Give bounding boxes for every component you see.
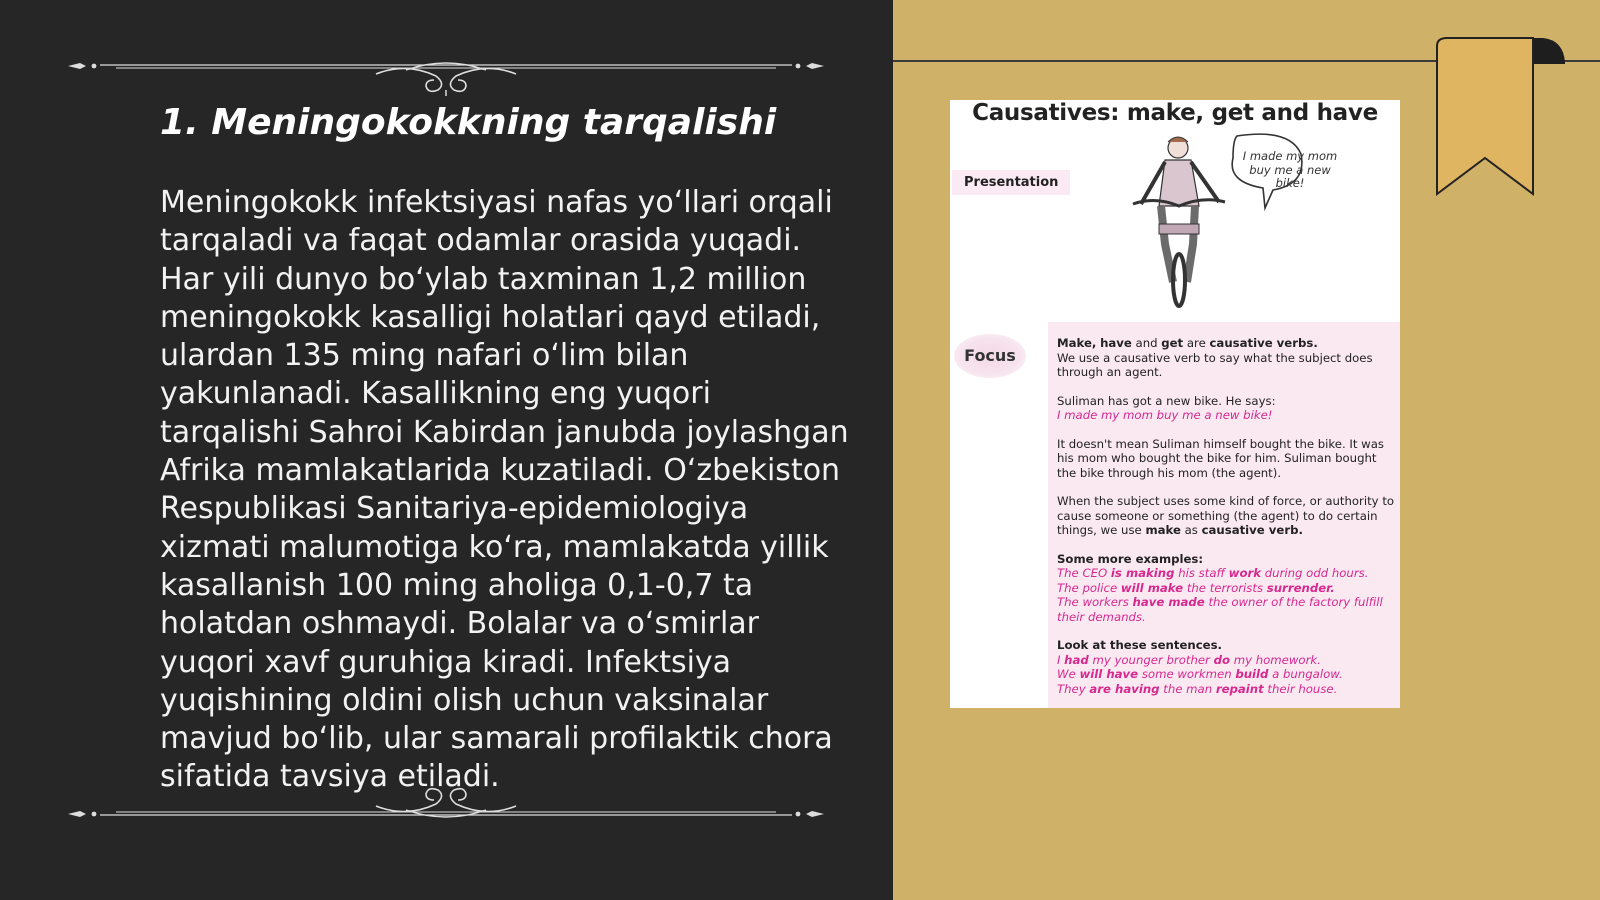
look-sentence: I had my younger brother do my homework. bbox=[1057, 652, 1321, 667]
presentation-label: Presentation bbox=[952, 170, 1070, 195]
intro-line: We use a causative verb to say what the subject does through an agent. bbox=[1057, 350, 1373, 379]
intro-paragraph bbox=[1057, 336, 1397, 380]
bookmark-ribbon-icon bbox=[1433, 34, 1568, 204]
top-ornament-divider bbox=[66, 46, 826, 96]
force-word: as bbox=[1184, 523, 1198, 537]
intro-word: are bbox=[1186, 336, 1206, 350]
example-sentence: The CEO is making his staff work during odd hours. bbox=[1057, 566, 1369, 580]
slide-body-text: Meningokokk infektsiyasi nafas yo‘llari orqali tarqaladi va faqat odamlar orasida yuqadi. Har yili dunyo bo‘ylab taxminan 1,2 million meningokokk kasalligi holatlari qayd etiladi, ulardan 135 ming nafari o‘lim bilan yakunlanadi. Kasallikning eng yuqori tarqalishi Sahroi Kabirdan janubda joylashgan Afrika mamlakatlarida kuzatiladi. O‘zbekiston Respublikasi Sanitariya-epidemiologiya xizmati malumotiga ko‘ra, mamlakatda yillik kasallanish 100 ming aholiga 0,1-0,7 ta holatdan oshmaydi. Bolalar va o‘smirlar yuqori xavf guruhiga kiradi. Infektsiya yuqishining oldini olish uchun vaksinalar mavjud bo‘lib, ular samarali profilaktik chora sifatida tavsiya etiladi. bbox=[160, 185, 849, 795]
look-sentence: They are having the man repaint their house. bbox=[1057, 681, 1338, 696]
force-word: causative verb. bbox=[1201, 523, 1303, 537]
worksheet-image bbox=[950, 100, 1400, 708]
more-examples-heading: Some more examples: bbox=[1057, 551, 1204, 566]
focus-panel bbox=[1048, 322, 1400, 708]
worksheet-title: Causatives: make, get and have bbox=[972, 100, 1378, 126]
slide-title: 1. Meningokokkning tarqalishi bbox=[160, 102, 777, 143]
bottom-ornament-divider bbox=[66, 784, 826, 834]
example-sentence: The police will make the terrorists surrender. bbox=[1057, 580, 1335, 595]
force-text: When the subject uses some kind of force, or authority to cause someone or something (the agent) to do certain things, we use bbox=[1057, 494, 1395, 537]
explanation-paragraph: It doesn't mean Suliman himself bought the bike. It was his mom who bought the bike for him. Suliman bought the bike through his mom (the agent). bbox=[1057, 436, 1384, 480]
example-sentence: The workers have made the owner of the factory fulfill their demands. bbox=[1057, 595, 1383, 624]
intro-word: have bbox=[1100, 336, 1132, 350]
intro-word: causative verbs. bbox=[1209, 336, 1318, 350]
look-sentences bbox=[1057, 638, 1397, 696]
look-sentence: We will have some workmen build a bungalow. bbox=[1057, 667, 1343, 681]
force-paragraph bbox=[1057, 494, 1397, 538]
intro-word: get bbox=[1161, 336, 1184, 350]
force-word: make bbox=[1145, 523, 1181, 537]
intro-word: and bbox=[1135, 336, 1158, 350]
look-heading: Look at these sentences. bbox=[1057, 638, 1222, 652]
more-examples bbox=[1057, 552, 1397, 625]
example-line: Suliman has got a new bike. He says: bbox=[1057, 393, 1276, 408]
example-paragraph bbox=[1057, 394, 1397, 423]
example-quote: I made my mom buy me a new bike! bbox=[1057, 408, 1273, 422]
intro-word: Make, bbox=[1057, 336, 1097, 350]
speech-bubble-text: I made my mom buy me a new bike! bbox=[1242, 149, 1338, 190]
focus-label: Focus bbox=[954, 334, 1026, 378]
